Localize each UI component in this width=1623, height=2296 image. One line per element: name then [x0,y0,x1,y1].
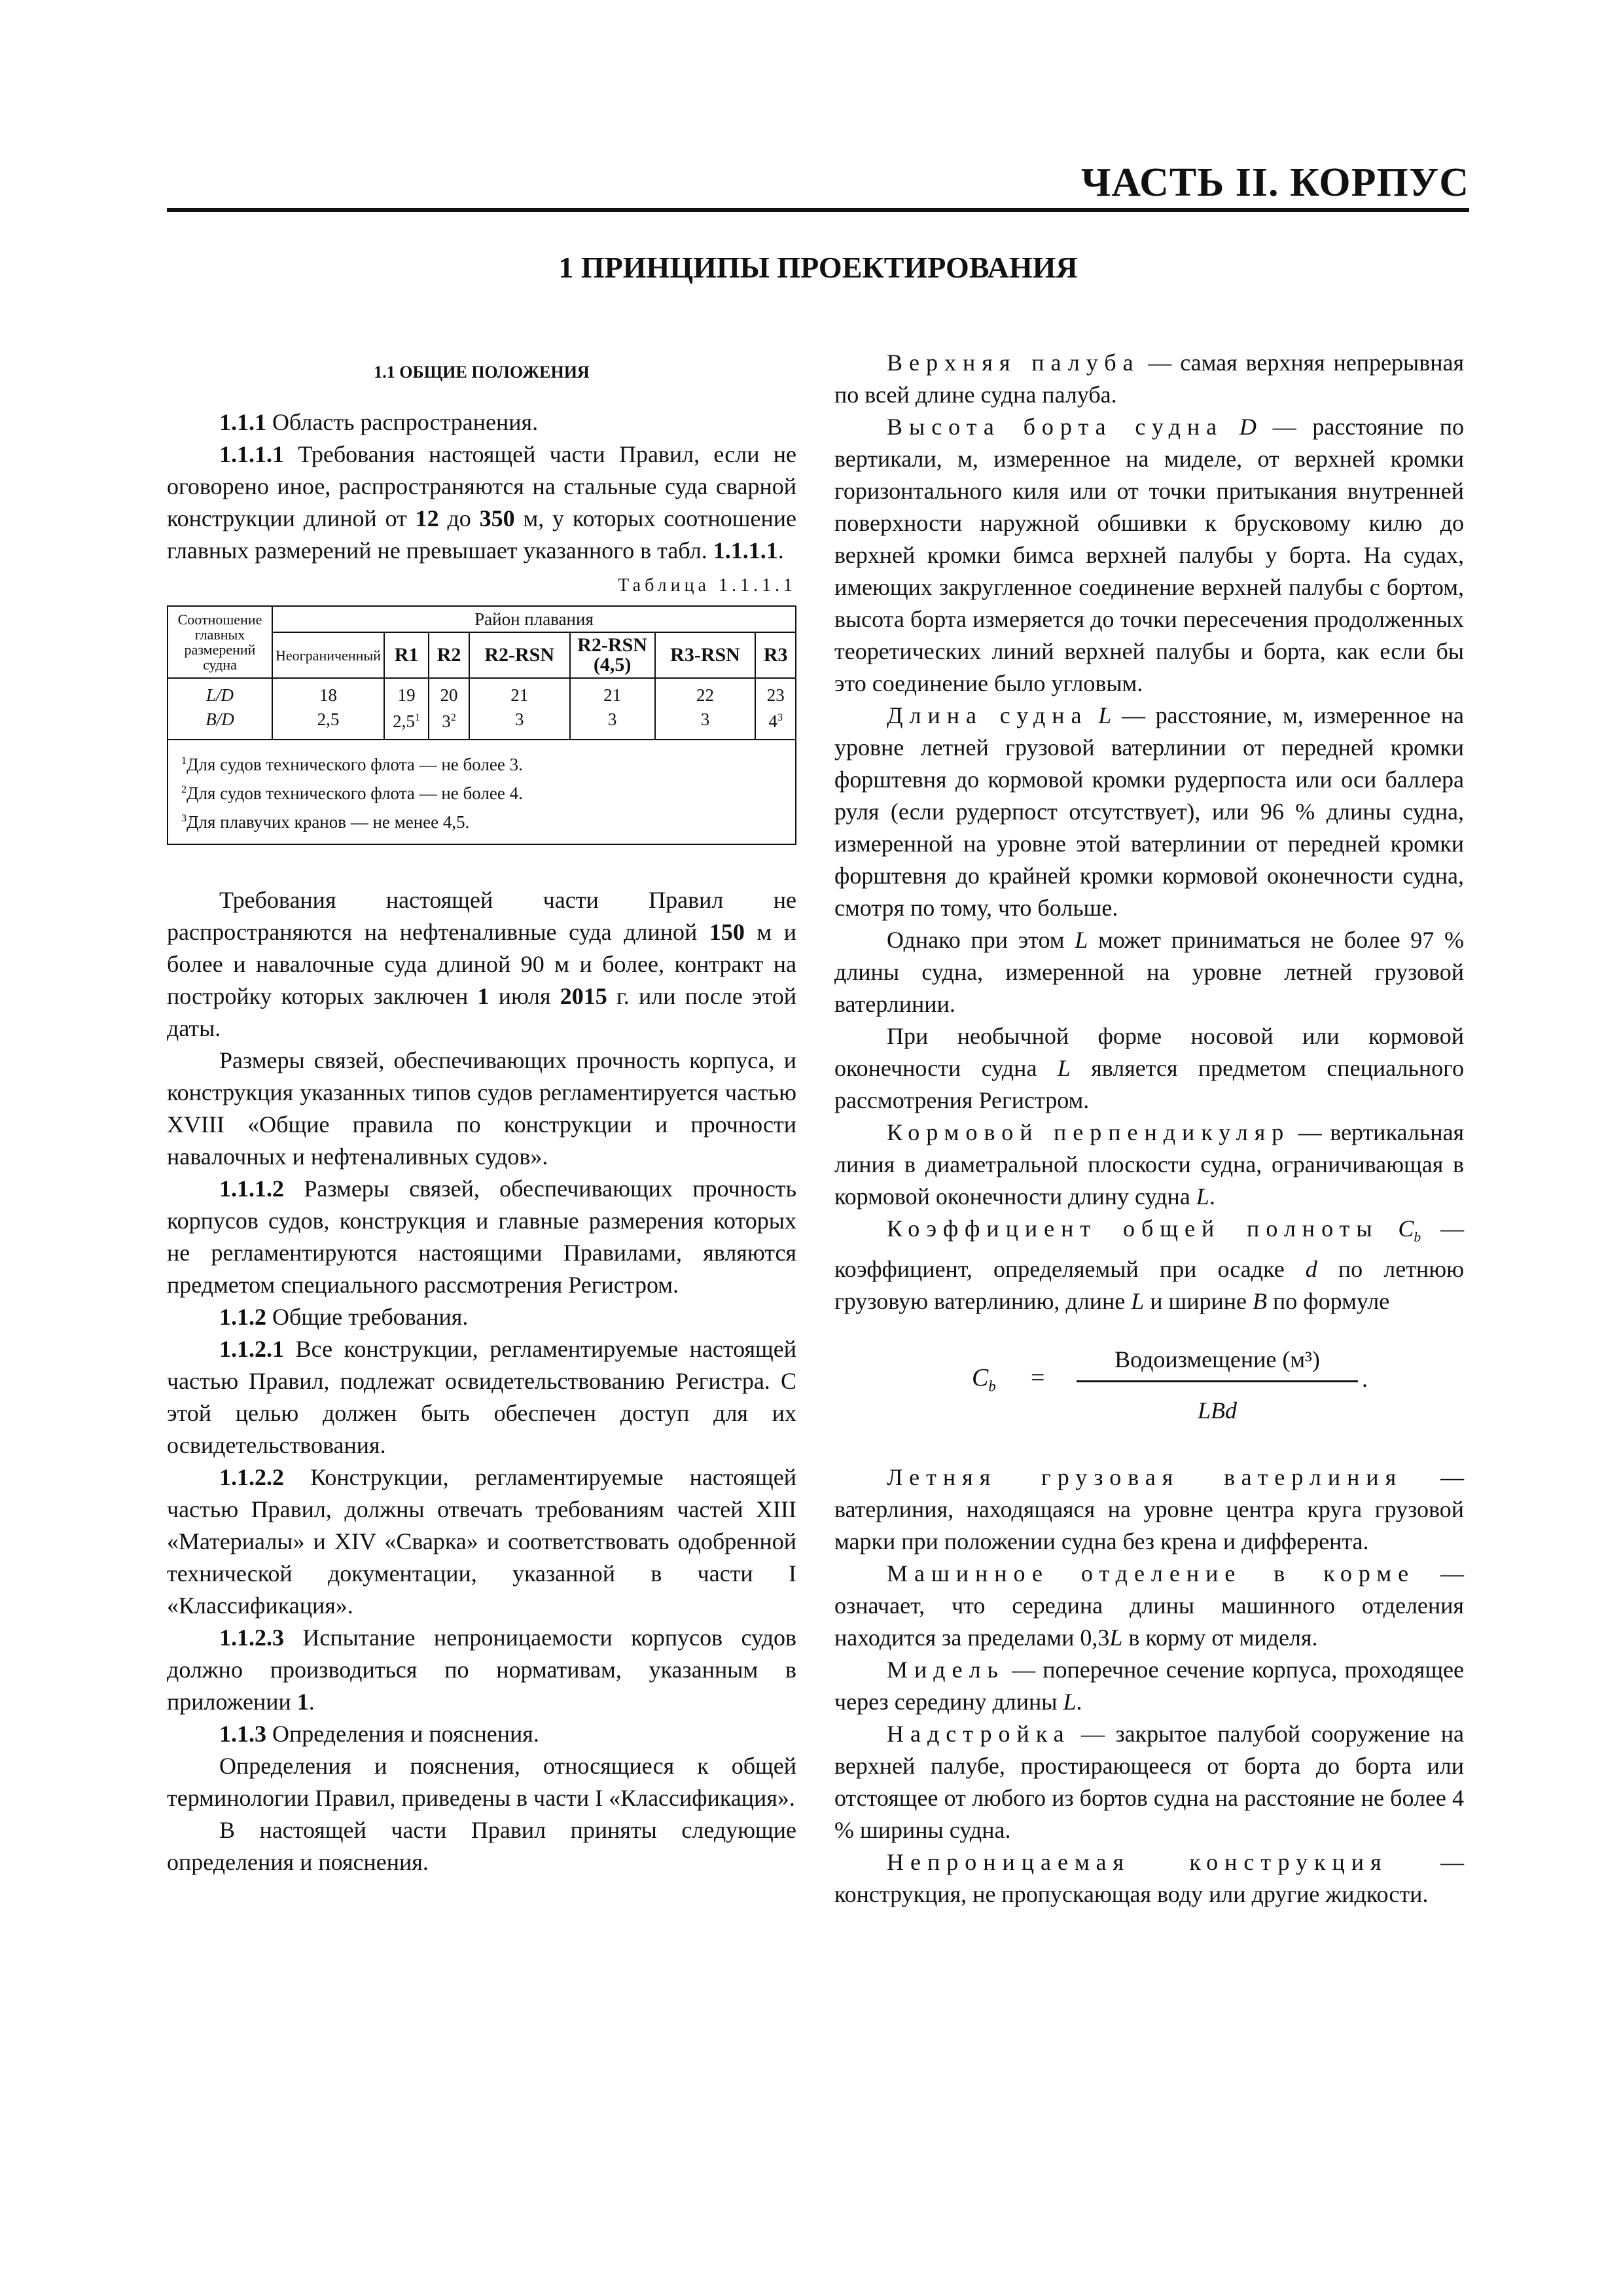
formula-lhs [972,1362,996,1403]
text-run: по летнюю грузовую ватерлинию, длине [834,1256,1465,1315]
cell-value: 2,5 [393,711,415,731]
clause-number: 1.1.2.1 [219,1336,284,1362]
text-run: в корму от миделя. [1128,1624,1318,1651]
paragraph-1-1-2-1 [167,1333,796,1462]
clause-title: Определения и пояснения. [272,1721,539,1747]
text-run: и ширине [1150,1288,1247,1315]
text-run: до [447,505,471,531]
table-caption: Таблица 1.1.1.1 [618,575,796,596]
definition-superstructure [834,1718,1464,1846]
text-run: является предметом специального рассмотрения Регистром. [834,1055,1464,1113]
clause-title: Область распространения. [272,409,539,435]
heading-1-1-1 [167,406,796,439]
number: 12 [415,505,439,531]
footnote-mark: 3 [777,711,783,723]
paragraph-scantlings: Размеры связей, обеспечивающих прочность корпуса, и конструкция указанных типов судов регламентируется частью XVIII «Общие правила по конструкции и прочности навалочных и нефтеналивных судов». [167,1047,796,1170]
paragraph-1-1-2-2 [167,1462,796,1622]
paragraph-definitions-general: Определения и пояснения, относящиеся к общей терминологии Правил, приведены в части I «Классификация». [167,1753,796,1811]
text-run: . [1076,1689,1082,1715]
column-header: R3 [755,632,796,678]
table-cell [755,708,796,740]
term: Высота борта судна [887,414,1224,440]
column-header: R2-RSN [469,632,570,678]
text-run: — расстояние по вертикали, м, измеренное на миделе, от верхней кромки горизонтального киля или от точки притыкания внутренней поверхности наружной обшивки к брусковому килю до верхней кромки бимса верхней палубы у борта. На судах, имеющих закругленное соединение верхней палубы с бортом, высота борта измеряется до точки пересечения продолженных теоретических линий верхней палубы и борта, как если бы это соединение было угловым. [834,414,1464,696]
subsection-heading: 1.1 ОБЩИЕ ПОЛОЖЕНИЯ [374,363,590,382]
clause-number: 1.1.1.2 [219,1175,284,1202]
note-text: Для судов технического флота — не более 3. [187,755,523,774]
table-note [181,806,789,834]
text-run: . [777,537,784,564]
definition-summer-waterline [834,1462,1464,1558]
number: 150 [709,919,745,945]
text-run: — коэффициент, определяемый при осадке [834,1215,1464,1283]
clause-number: 1.1.3 [219,1721,266,1747]
note-text: Для судов технического флота — не более 4. [187,783,523,803]
definition-watertight [834,1846,1464,1910]
term: Летняя грузовая ватерлиния [887,1464,1403,1491]
number: 1 [477,983,490,1009]
table-cell [384,708,429,740]
term: Длина судна [887,702,1088,728]
text-run: Конструкции, регламентируемые настоящей частью Правил, должны отвечать требованиям частей XIII «Материалы» и XIV «Сварка» и соответствовать одобренной технической документации, указанной в части I «Классификация». [167,1464,796,1619]
table-cell: 3 [469,708,570,740]
formula-numerator: Водоизмещение (м³) [1115,1346,1320,1373]
definition-block-coefficient [834,1213,1464,1318]
right-column [834,347,1464,1910]
text-run: Все конструкции, регламентируемые настоящей частью Правил, подлежат освидетельствованию Регистра. С этой целью должен быть обеспечен доступ для их освидетельствования. [167,1336,797,1458]
symbol: L [1196,1183,1209,1210]
column-header: R1 [384,632,429,678]
appendix-reference: 1 [296,1689,309,1715]
term: Верхняя палуба [887,350,1140,376]
row-label: L/D [168,678,272,708]
formula-period: . [1362,1366,1368,1393]
text-run: г. или после этой даты. [167,983,797,1041]
note-text: Для плавучих кранов — не менее 4,5. [187,812,470,832]
table-note [181,777,789,806]
table-cell: 2,5 [272,708,384,740]
cell-value: 4 [768,711,777,731]
text-run: — самая верхняя непрерывная по всей длине судна палуба. [834,350,1465,408]
symbol: L [1075,927,1088,953]
table-row [168,708,796,740]
text-run: Требования настоящей части Правил не распространяются на нефтеналивные суда длиной [167,887,796,945]
text-run: может приниматься не более 97 % длины судна, измеренной на уровне летней грузовой ватерлинии. [834,927,1465,1017]
symbol-base: C [972,1364,989,1392]
number: 2015 [560,983,607,1009]
table-cell: 23 [755,678,796,708]
table-cell: 20 [429,678,469,708]
table-corner-header: Соотношение главных размерений судна [168,606,272,678]
text-run: — закрытое палубой сооружение на верхней палубе, простирающееся от борта до борта или отстоящее от любого из бортов судна на расстояние не более 4 % ширины судна. [834,1721,1464,1844]
table-cell: 21 [469,678,570,708]
paragraph-unusual-form [834,1020,1464,1117]
symbol [1398,1215,1421,1246]
note-mark: 1 [181,755,187,766]
definition-midship [834,1654,1464,1718]
text-run: июля [498,983,551,1009]
symbol-base: C [1398,1215,1414,1242]
table-notes-row [168,740,796,844]
column-header: Неограниченный [272,632,384,678]
cell-value: 3 [442,711,451,731]
footnote-mark: 1 [414,711,421,723]
paragraph-1-1-2-3 [167,1622,796,1718]
table-cell: 18 [272,678,384,708]
table-cell [429,708,469,740]
text-run: — конструкция, не пропускающая воду или другие жидкости. [834,1849,1464,1908]
paragraph-1-1-1-2 [167,1173,796,1301]
definition-aft-perpendicular [834,1117,1464,1213]
paragraph-requirements [167,884,796,1045]
text-run: — означает, что середина длины машинного отделения находится за пределами 0,3 [834,1560,1464,1651]
text-run: по формуле [1273,1288,1390,1315]
clause-number: 1.1.2 [219,1304,266,1330]
term: Мидель [887,1657,1005,1683]
text-run: — ватерлиния, находящаяся на уровне центра круга грузовой марки при положении судна без крена и дифферента. [834,1464,1464,1555]
definition-depth [834,411,1464,700]
left-column [167,347,796,1878]
symbol: L [1063,1689,1077,1715]
text-run: Однако при этом [887,927,1065,953]
column-header: R2 [429,632,469,678]
symbol-subscript: b [1414,1229,1421,1246]
text-run: При необычной форме носовой или кормовой оконечности судна [834,1023,1464,1081]
symbol: L [1109,1624,1123,1651]
column-header: R3-RSN [655,632,756,678]
table-row [168,678,796,708]
paragraph-1-1-1-1 [167,439,796,567]
symbol: L [1057,1055,1071,1081]
text-run: . [308,1689,315,1715]
paragraph-length-limit [834,924,1464,1020]
term: Надстройка [887,1721,1071,1748]
text-run: — поперечное сечение корпуса, проходящее через середину длины [834,1657,1465,1715]
table-header-row [168,606,796,632]
number: 350 [479,505,515,531]
table-cell: 22 [655,678,756,708]
table-note [181,748,789,777]
clause-number: 1.1.2.2 [219,1464,284,1490]
clause-number: 1.1.2.3 [219,1624,284,1651]
definition-upper-deck [834,347,1464,411]
formula-equals: = [1031,1364,1045,1392]
section-title: 1 ПРИНЦИПЫ ПРОЕКТИРОВАНИЯ [558,251,1078,284]
footnote-mark: 2 [450,711,456,723]
part-title: ЧАСТЬ II. КОРПУС [1080,160,1469,205]
text-run: — вертикальная линия в диаметральной плоскости судна, ограничивающая в кормовой оконечности длину судна [834,1119,1464,1210]
block-coefficient-formula [834,1344,1464,1455]
text-run: Требования настоящей части Правил, если не оговорено иное, распространяются на стальные суда сварной конструкции длиной от [167,441,796,531]
formula-denominator: LBd [1197,1397,1237,1424]
term: Коэффициент общей полноты [887,1215,1379,1242]
text-run: м, у которых соотношение главных размерений не превышает указанного в табл. [167,505,796,564]
table-cell: 3 [570,708,655,740]
text-run: — расстояние, м, измеренное на уровне летней грузовой ватерлинии от передней кромки форштевня до кормовой кромки рудерпоста или оси баллера руля (если рудерпост отсутствует), или 96 % длины судна, измеренной на уровне этой ватерлинии от передней кромки форштевня до крайней кромки кормовой оконечности судна, смотря по тому, что больше. [834,702,1465,921]
symbol: D [1239,414,1257,440]
text-run: Испытание непроницаемости корпусов судов должно производиться по нормативам, указанным в приложении [167,1624,797,1715]
table-cell: 21 [570,678,655,708]
table-notes [168,740,796,844]
symbol: L [1131,1288,1145,1315]
table-reference: 1.1.1.1 [713,537,778,564]
column-header: R2-RSN (4,5) [570,632,655,678]
term: Непроницаемая конструкция [887,1849,1388,1876]
table-cell: 19 [384,678,429,708]
definition-length [834,700,1464,924]
symbol: L [1098,702,1112,728]
text-run: . [1209,1183,1215,1210]
text-run: м и более и навалочные суда длиной 90 м и более, контракт на постройку которых заключен [167,919,797,1009]
text-run: Размеры связей, обеспечивающих прочность корпусов судов, конструкция и главные размерения которых не регламентируются настоящими Правилами, являются предметом специального рассмотрения Регистром. [167,1175,796,1298]
title-rule [167,208,1469,212]
clause-number: 1.1.1.1 [219,441,284,467]
symbol: B [1253,1288,1268,1315]
clause-title: Общие требования. [272,1304,469,1330]
heading-1-1-2 [167,1301,796,1333]
term: Кормовой перпендикуляр [887,1119,1291,1145]
symbol: d [1305,1256,1317,1283]
note-mark: 2 [181,783,187,795]
fraction-bar [1077,1380,1358,1382]
term: Машинное отделение в корме [887,1560,1416,1587]
clause-number: 1.1.1 [219,409,266,435]
dimensions-table [167,605,796,845]
table-cell: 3 [655,708,756,740]
heading-1-1-3 [167,1718,796,1750]
definition-machinery-aft [834,1558,1464,1654]
row-label: B/D [168,708,272,740]
note-mark: 3 [181,812,187,824]
symbol-subscript: b [988,1378,996,1395]
paragraph-definitions-intro: В настоящей части Правил приняты следующие определения и пояснения. [167,1817,796,1875]
area-header: Район плавания [272,606,796,632]
